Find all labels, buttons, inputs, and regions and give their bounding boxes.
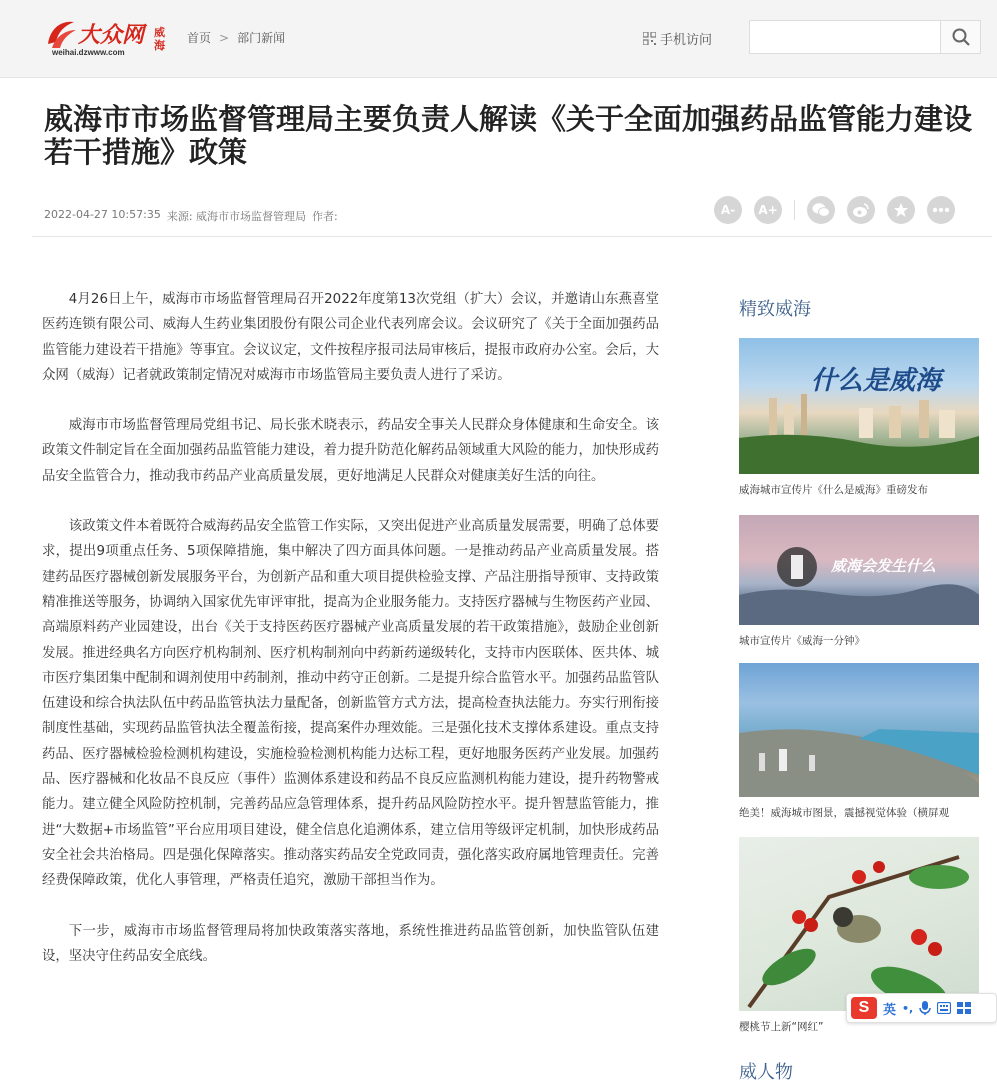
card-overlay-text: 什么是威海 xyxy=(811,366,942,396)
weibo-icon xyxy=(852,202,870,218)
sidebar-card-image[interactable] xyxy=(739,338,979,474)
article-source: 来源: 威海市市场监督管理局 xyxy=(166,210,307,223)
header-divider xyxy=(32,236,992,237)
font-increase-label: A+ xyxy=(758,203,778,217)
wechat-icon xyxy=(812,202,830,218)
article-title: 威海市市场监督管理局主要负责人解读《关于全面加强药品监管能力建设若干措施》政策 xyxy=(44,102,973,169)
top-bar xyxy=(0,0,997,78)
svg-text:海: 海 xyxy=(154,39,165,52)
svg-text:威: 威 xyxy=(154,26,165,39)
search-input[interactable] xyxy=(750,21,942,53)
article-author: 作者: xyxy=(312,210,338,223)
microphone-icon[interactable] xyxy=(919,1000,931,1016)
article-tools xyxy=(714,196,955,224)
card-overlay-text: 威海会发生什么 xyxy=(831,557,937,575)
logo-url: weihai.dzwww.com xyxy=(52,48,125,57)
sidebar-next-title: 威人物 xyxy=(739,1062,793,1080)
sidebar-card-image[interactable] xyxy=(739,837,979,1011)
ime-logo-icon[interactable]: S xyxy=(851,997,877,1019)
qr-code-icon xyxy=(643,32,656,45)
ime-punctuation-toggle[interactable]: •, xyxy=(902,1001,914,1015)
breadcrumb-separator: > xyxy=(219,30,230,45)
breadcrumb xyxy=(187,29,285,46)
breadcrumb-home[interactable]: 首页 xyxy=(187,31,212,45)
article-paragraph: 该政策文件本着既符合威海药品安全监管工作实际，又突出促进产业高质量发展需要，明确了总体要求，提出9项重点任务、5项保障措施，集中解决了四方面具体问题。一是推动药品产业高质量发展。搭建药品医疗器械创新发展服务平台，为创新产品和重大项目提供检验支撑、产品注册指导预审、支持政策精准推送等服务，协调纳入国家优先审评审批，提高为企业服务能力。支持医疗器械与生物医药产业园、高端原料药产业园建设，出台《关于支持医药医疗器械产业高质量发展的若干政策措施》，鼓励企业创新发展。推进经典名方向医疗机构制剂、医疗机构制剂向中药新药递级转化，支持市内医联体、医共体、城市医疗集团集中配制和调剂使用中药制剂，推动中药守正创新。二是提升综合监管水平。加强药品监管队伍建设和综合执法队伍中药品监管执法力量配备，创新监管方式方法，提高检查执法能力。夯实行刑衔接制度性基础，实现药品监管执法全覆盖衔接，提高案件办理效能。三是强化技术支撑体系建设。重点支持药品、医疗器械检验检测机构建设，实施检验检测机构能力达标工程，更好地服务医药产业发展。加强药品、医疗器械和化妆品不良反应（事件）监测体系建设和药品不良反应监测机构能力建设，提升药物警戒能力。建立健全风险防控机制，完善药品应急管理体系，提升药品风险防控水平。提升智慧监管能力，推进“大数据+市场监管”平台应用项目建设，健全信息化追溯体系，建立信用等级评定机制，加快形成药品安全社会共治格局。四是强化保障落实。推动落实药品安全党政同责，强化落实政府属地管理责任。完善经费保障政策，优化人事管理，严格责任追究，激励干部担当作为。 xyxy=(42,519,659,889)
ime-menu-icon[interactable] xyxy=(957,1002,971,1014)
search-box xyxy=(749,20,981,54)
sidebar-card-caption[interactable]: 城市宣传片《威海一分钟》 xyxy=(739,635,865,647)
publish-date: 2022-04-27 10:57:35 xyxy=(44,208,161,221)
mobile-access-link[interactable] xyxy=(643,29,712,48)
sidebar-card[interactable] xyxy=(739,338,979,497)
article-paragraph: 下一步，威海市市场监督管理局将加快政策落实落地，系统性推进药品监管创新，加快监管队伍建设，坚决守住药品安全底线。 xyxy=(42,923,659,964)
font-increase-button[interactable] xyxy=(754,196,782,224)
ime-mode-toggle[interactable]: 英 xyxy=(883,1002,897,1018)
city-skyline-image xyxy=(739,338,979,474)
favorite-button[interactable] xyxy=(887,196,915,224)
font-decrease-label: A- xyxy=(720,203,736,217)
sidebar-card-image[interactable] xyxy=(739,663,979,797)
keyboard-icon[interactable] xyxy=(937,1002,951,1014)
sidebar-card-caption[interactable]: 樱桃节上新“网红” xyxy=(739,1021,824,1033)
svg-text:大众网: 大众网 xyxy=(78,22,145,48)
article-paragraph: 4月26日上午，威海市市场监督管理局召开2022年度第13次党组（扩大）会议，并邀请山东燕喜堂医药连锁有限公司、威海人生药业集团股份有限公司企业代表列席会议。会议研究了《关于全面加强药品监管能力建设若干措施》等事宜。会议议定，文件按程序报司法局审核后，提报市政府办公室。会后，大众网（威海）记者就政策制定情况对威海市市场监管局主要负责人进行了采访。 xyxy=(42,292,659,383)
article-paragraph: 威海市市场监督管理局党组书记、局长张术晓表示，药品安全事关人民群众身体健康和生命安全。该政策文件制定旨在全面加强药品监管能力建设，着力提升防范化解药品领域重大风险的能力，加快形成药品安全监管合力，推动我市药品产业高质量发展，更好地满足人民群众对健康美好生活的向往。 xyxy=(42,418,659,484)
search-button[interactable] xyxy=(940,21,980,53)
favorite-icon xyxy=(893,202,909,218)
more-button[interactable] xyxy=(927,196,955,224)
share-weibo-button[interactable] xyxy=(847,196,875,224)
sidebar-card[interactable] xyxy=(739,515,979,648)
article-meta xyxy=(44,208,338,224)
tools-divider xyxy=(794,200,795,220)
article-body xyxy=(42,287,659,994)
share-wechat-button[interactable] xyxy=(807,196,835,224)
ime-toolbar xyxy=(846,993,997,1023)
more-icon xyxy=(932,207,950,213)
font-decrease-button[interactable] xyxy=(714,196,742,224)
breadcrumb-section[interactable]: 部门新闻 xyxy=(237,31,286,45)
search-icon xyxy=(951,27,971,47)
sidebar-card-image[interactable] xyxy=(739,515,979,625)
sidebar-card-caption[interactable]: 威海城市宣传片《什么是威海》重磅发布 xyxy=(739,484,928,496)
mobile-access-label: 手机访问 xyxy=(660,33,713,48)
cherry-bird-image xyxy=(739,837,979,1011)
sidebar-title: 精致威海 xyxy=(739,299,811,320)
aerial-city-image xyxy=(739,663,979,797)
sidebar-card-caption[interactable]: 绝美！威海城市图景，震撼视觉体验（横屏观 xyxy=(739,807,949,819)
sidebar-card[interactable] xyxy=(739,663,979,820)
